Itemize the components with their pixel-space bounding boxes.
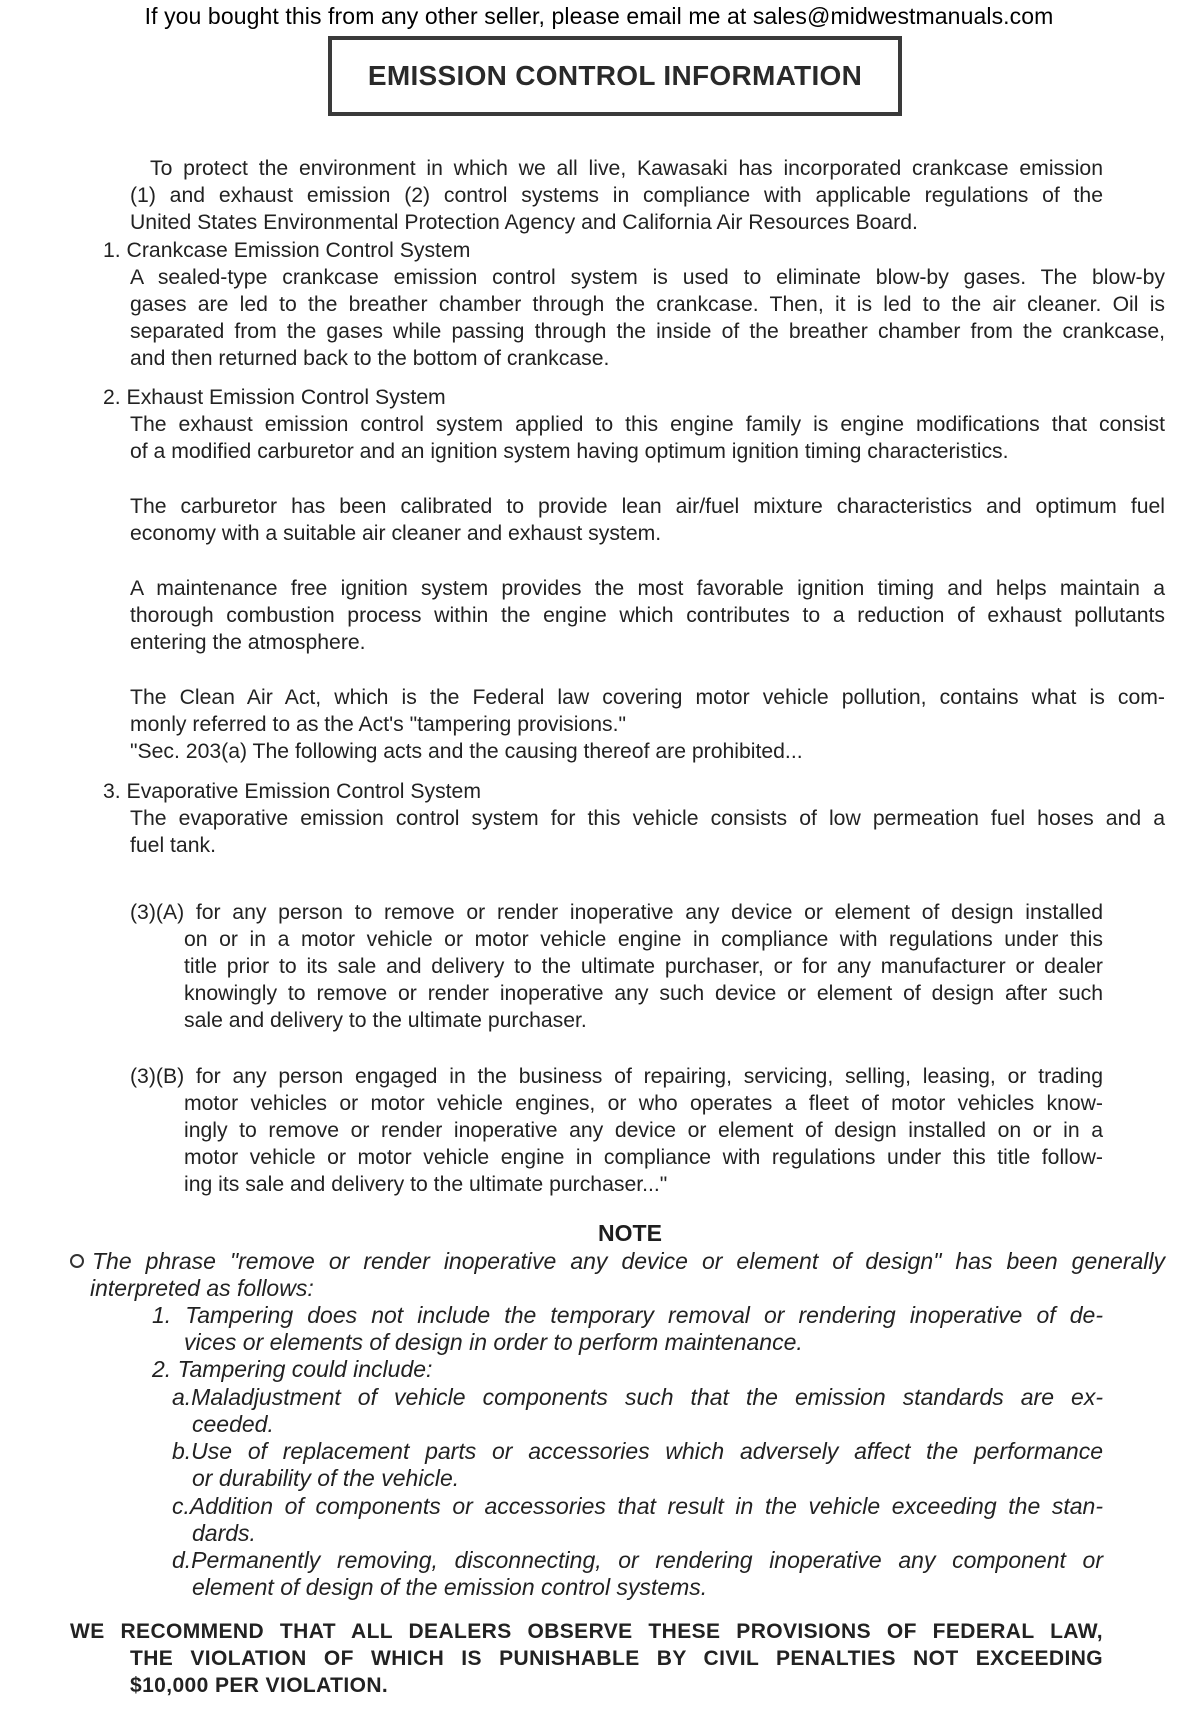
- section-2-heading: 2. Exhaust Emission Control System: [103, 386, 446, 409]
- title-box: [328, 36, 902, 116]
- note-line: a.Maladjustment of vehicle components such that the emission standards are ex-: [172, 1384, 1103, 1410]
- section-1-heading: 1. Crankcase Emission Control System: [103, 239, 471, 262]
- section-2-p2-line: economy with a suitable air cleaner and exhaust system.: [130, 522, 662, 545]
- section-2-p4-line: The Clean Air Act, which is the Federal law covering motor vehicle pollution, contains what is com-: [130, 686, 1165, 709]
- note-line: 1. Tampering does not include the temporary removal or rendering inoperative of de-: [152, 1302, 1103, 1328]
- note-line: interpreted as follows:: [90, 1275, 314, 1301]
- section-3-line: fuel tank.: [130, 834, 216, 857]
- section-2-p2-line: The carburetor has been calibrated to provide lean air/fuel mixture characteristics and optimum fuel: [130, 495, 1165, 518]
- recommendation-line: THE VIOLATION OF WHICH IS PUNISHABLE BY CIVIL PENALTIES NOT EXCEEDING: [130, 1647, 1103, 1670]
- page-title: EMISSION CONTROL INFORMATION: [367, 60, 863, 91]
- provision-b-line: motor vehicles or motor vehicle engines, or who operates a fleet of motor vehicles know-: [184, 1092, 1103, 1115]
- intro-line: To protect the environment in which we all live, Kawasaki has incorporated crankcase emission: [150, 157, 1103, 180]
- provision-a-line: sale and delivery to the ultimate purchaser.: [184, 1009, 587, 1032]
- section-2-p4-line: monly referred to as the Act's "tampering provisions.": [130, 713, 627, 736]
- section-1-line: separated from the gases while passing through the inside of the breather chamber from the crankcase,: [130, 320, 1165, 343]
- provision-b-line: ingly to remove or render inoperative any device or element of design installed on or in a: [184, 1119, 1103, 1142]
- circle-bullet-icon: [70, 1254, 84, 1268]
- section-3-heading: 3. Evaporative Emission Control System: [103, 780, 481, 803]
- note-heading: NOTE: [598, 1220, 662, 1246]
- section-1-line: A sealed-type crankcase emission control system is used to eliminate blow-by gases. The blow-by: [130, 266, 1165, 289]
- provision-a-line: (3)(A) for any person to remove or render inoperative any device or element of design installed: [130, 901, 1103, 924]
- note-line: b.Use of replacement parts or accessories which adversely affect the performance: [172, 1438, 1103, 1464]
- section-2-p3-line: entering the atmosphere.: [130, 631, 366, 654]
- note-line: d.Permanently removing, disconnecting, or rendering inoperative any component or: [172, 1547, 1103, 1573]
- note-line: vices or elements of design in order to perform maintenance.: [184, 1329, 803, 1355]
- section-2-p4-line: "Sec. 203(a) The following acts and the causing thereof are prohibited...: [130, 740, 803, 763]
- recommendation-line: WE RECOMMEND THAT ALL DEALERS OBSERVE THESE PROVISIONS OF FEDERAL LAW,: [70, 1620, 1103, 1643]
- provision-a-line: title prior to its sale and delivery to the ultimate purchaser, or for any manufacturer or dealer: [184, 955, 1103, 978]
- seller-notice: If you bought this from any other seller, please email me at sales@midwestmanuals.com: [144, 3, 1054, 29]
- provision-a-line: on or in a motor vehicle or motor vehicle engine in compliance with regulations under this: [184, 928, 1103, 951]
- note-line: or durability of the vehicle.: [192, 1465, 460, 1491]
- intro-line: (1) and exhaust emission (2) control systems in compliance with applicable regulations of the: [130, 184, 1103, 207]
- note-line: ceeded.: [192, 1411, 274, 1437]
- section-1-line: and then returned back to the bottom of crankcase.: [130, 347, 610, 370]
- note-line: 2. Tampering could include:: [152, 1356, 433, 1382]
- section-2-p3-line: thorough combustion process within the engine which contributes to a reduction of exhaust pollutants: [130, 604, 1165, 627]
- note-line: The phrase "remove or render inoperative any device or element of design" has been generally: [92, 1248, 1165, 1274]
- provision-b-line: ing its sale and delivery to the ultimate purchaser...": [184, 1173, 668, 1196]
- section-2-p1-line: of a modified carburetor and an ignition system having optimum ignition timing characteristics.: [130, 440, 1009, 463]
- recommendation-line: $10,000 PER VIOLATION.: [130, 1674, 389, 1697]
- section-1-line: gases are led to the breather chamber through the crankcase. Then, it is led to the air cleaner. Oil is: [130, 293, 1165, 316]
- intro-line: United States Environmental Protection Agency and California Air Resources Board.: [130, 211, 918, 234]
- provision-a-line: knowingly to remove or render inoperative any such device or element of design after such: [184, 982, 1103, 1005]
- section-3-line: The evaporative emission control system for this vehicle consists of low permeation fuel hoses and a: [130, 807, 1165, 830]
- section-2-p3-line: A maintenance free ignition system provides the most favorable ignition timing and helps maintain a: [130, 577, 1165, 600]
- section-2-p1-line: The exhaust emission control system applied to this engine family is engine modifications that consist: [130, 413, 1165, 436]
- note-line: dards.: [192, 1520, 256, 1546]
- note-line: element of design of the emission control systems.: [192, 1574, 708, 1600]
- provision-b-line: motor vehicle or motor vehicle engine in compliance with regulations under this title follow-: [184, 1146, 1103, 1169]
- provision-b-line: (3)(B) for any person engaged in the business of repairing, servicing, selling, leasing, or trading: [130, 1065, 1103, 1088]
- note-line: c.Addition of components or accessories that result in the vehicle exceeding the stan-: [172, 1493, 1103, 1519]
